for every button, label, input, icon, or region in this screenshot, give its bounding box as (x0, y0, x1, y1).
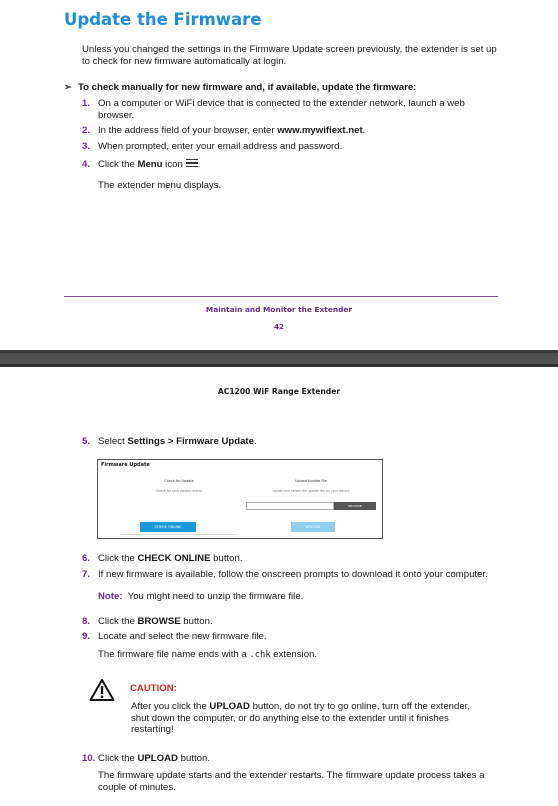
check-heading: Check for Update (164, 479, 194, 483)
step-10 (82, 753, 502, 765)
step-text: Click the (98, 553, 138, 564)
menu-icon (186, 159, 198, 168)
step-text: Click the (98, 159, 138, 170)
step-number: 5. (82, 436, 91, 447)
caution-text-rest: button, do not try to go online, turn off the extender, shut down the computer, or do anything else to the extender until it finishes restarting! (131, 701, 471, 735)
footer-divider (64, 296, 498, 297)
panel-title: Firmware Update (101, 462, 150, 468)
footer-page-number: 42 (273, 322, 285, 331)
file-note-text: The firmware file name ends with a (98, 649, 250, 660)
step-4 (82, 159, 502, 171)
section-title: Update the Firmware (64, 10, 262, 29)
step-5 (82, 436, 502, 448)
step-text-end: button. (210, 553, 243, 564)
file-extension-note (98, 649, 317, 662)
check-description: Check for new version online (155, 489, 203, 493)
file-path-input[interactable] (246, 502, 334, 510)
step-6 (82, 553, 502, 565)
final-paragraph: The firmware update starts and the extender restarts. The firmware update process takes a couple of minutes. (98, 770, 485, 793)
step-7 (82, 569, 522, 581)
button-name: BROWSE (137, 616, 181, 627)
step-9 (82, 631, 502, 643)
step-number: 9. (82, 631, 91, 642)
step-text-end: . (362, 125, 366, 136)
step-number: 8. (82, 616, 91, 627)
step-number: 2. (82, 125, 91, 136)
step-text: If new firmware is available, follow the onscreen prompts to download it onto your computer. (98, 569, 488, 580)
caution-label: CAUTION: (130, 683, 177, 694)
button-name: CHECK ONLINE (137, 553, 211, 564)
url-text: www.mywifiext.net (277, 125, 363, 136)
caution-warning-icon (89, 678, 115, 702)
note-text: You might need to unzip the firmware file. (127, 591, 304, 602)
browse-button[interactable]: BROWSE (334, 502, 376, 510)
page-break (0, 350, 558, 367)
step-number: 4. (82, 159, 91, 170)
arrow-bullet-icon: ➢ (64, 82, 73, 93)
step-number: 1. (82, 98, 91, 109)
step-text: On a computer or WiFi device that is connected to the extender network, launch a web browser. (98, 98, 465, 121)
step-2 (82, 125, 502, 137)
caution-text-start: After you click the (131, 701, 210, 712)
menu-path: Settings > Firmware Update (127, 436, 254, 447)
step-text: When prompted, enter your email address and password. (98, 141, 343, 152)
step-8 (82, 616, 502, 628)
step-text: In the address field of your browser, enter (98, 125, 278, 136)
step-text-end: . (253, 436, 257, 447)
step-text-end: . (197, 159, 201, 170)
step-text: Click the (98, 753, 138, 764)
step-3 (82, 141, 502, 153)
task-text: To check manually for new firmware and, if available, update the firmware: (78, 82, 417, 93)
step-text: Locate and select the new firmware file. (98, 631, 267, 642)
step-text-mid: icon (162, 159, 183, 170)
page-42 (0, 0, 558, 350)
step-number: 6. (82, 553, 91, 564)
task-heading (64, 82, 416, 93)
extension-code: .chk (249, 650, 271, 660)
step-number: 3. (82, 141, 91, 152)
upload-heading: Upload Update File (295, 479, 327, 483)
step-text-end: button. (180, 616, 213, 627)
menu-result-text: The extender menu displays. (98, 180, 222, 191)
upload-button[interactable]: UPLOAD (291, 522, 335, 532)
step-text-end: button. (177, 753, 210, 764)
step-text: Click the (98, 616, 138, 627)
step-1 (82, 98, 502, 121)
note (98, 591, 303, 602)
note-label: Note: (98, 591, 123, 602)
step-number: 7. (82, 569, 91, 580)
caution-text (131, 701, 471, 736)
step-text: Select (98, 436, 128, 447)
intro-paragraph: Unless you changed the settings in the Firmware Update screen previously, the extender is set up to check for new firmware automatically at login. (82, 44, 497, 67)
firmware-update-screenshot (97, 459, 383, 539)
check-online-button[interactable]: CHECK ONLINE (140, 522, 196, 532)
menu-label: Menu (137, 159, 163, 170)
footer-chapter-title: Maintain and Monitor the Extender (205, 305, 353, 314)
step-number: 10. (82, 753, 96, 764)
button-name: UPLOAD (137, 753, 178, 764)
file-note-end: extension. (270, 649, 318, 660)
caution-button-name: UPLOAD (209, 701, 250, 712)
page-header: AC1200 WiF Range Extender (217, 387, 341, 396)
upload-description: Locate and select the update file on your device (272, 489, 350, 493)
